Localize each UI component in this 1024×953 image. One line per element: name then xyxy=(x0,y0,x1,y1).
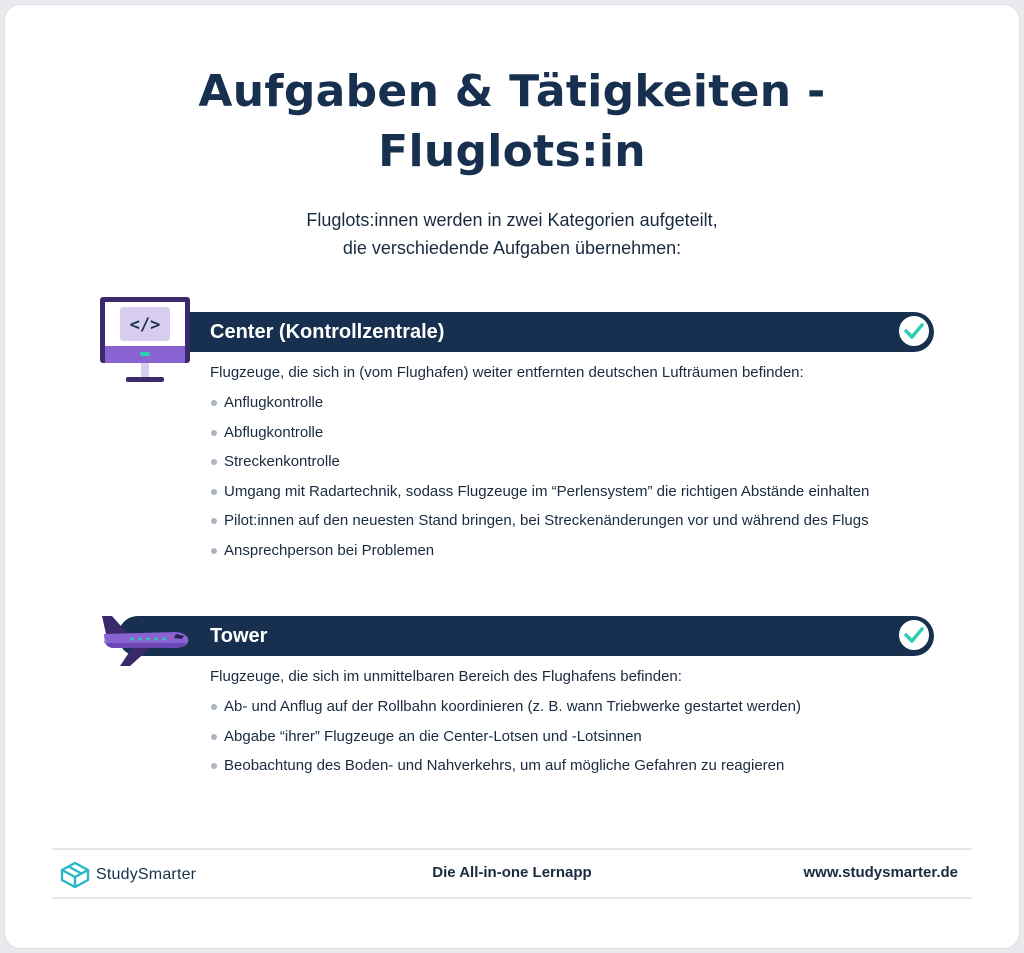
section-intro-tower: Flugzeuge, die sich im unmittelbaren Bereich des Flughafens befinden: xyxy=(210,668,682,685)
bullet-icon xyxy=(211,518,217,524)
task-list-center xyxy=(210,393,970,561)
logo-text: StudySmarter xyxy=(96,866,197,883)
list-item xyxy=(210,452,970,472)
list-item-text: Beobachtung des Boden- und Nahverkehrs, um auf mögliche Gefahren zu reagieren xyxy=(224,757,785,775)
list-item-text: Abgabe “ihrer” Flugzeuge an die Center-Lotsen und -Lotsinnen xyxy=(224,727,642,745)
bullet-icon xyxy=(211,400,217,406)
list-item xyxy=(210,697,970,717)
section-title-center: Center (Kontrollzentrale) xyxy=(210,321,445,343)
check-icon xyxy=(898,315,930,347)
list-item-text: Abflugkontrolle xyxy=(224,423,324,441)
list-item-text: Umgang mit Radartechnik, sodass Flugzeuge im “Perlensystem” die richtigen Abstände einhalten xyxy=(224,482,870,500)
subtitle-line-2: die verschiedende Aufgaben übernehmen: xyxy=(342,238,682,258)
list-item-text: Ansprechperson bei Problemen xyxy=(224,541,435,559)
list-item xyxy=(210,482,970,502)
check-icon xyxy=(898,619,930,651)
list-item-text: Anflugkontrolle xyxy=(224,394,324,411)
bullet-icon xyxy=(211,548,217,554)
bullet-icon xyxy=(211,734,217,740)
monitor-code-text: </> xyxy=(129,315,161,335)
section-body-tower xyxy=(210,667,970,786)
bullet-icon xyxy=(211,763,217,769)
footer-divider-bottom xyxy=(52,897,972,899)
footer xyxy=(52,850,972,898)
list-item-text: Streckenkontrolle xyxy=(224,453,340,471)
list-item xyxy=(210,541,970,561)
bullet-icon xyxy=(211,704,217,710)
bullet-icon xyxy=(211,459,217,465)
list-item-text: Pilot:innen auf den neuesten Stand bringen, bei Streckenänderungen vor und während des Flugs xyxy=(224,512,869,530)
list-item-text: Ab- und Anflug auf der Rollbahn koordinieren (z. B. wann Triebwerke gestartet werden) xyxy=(224,698,801,715)
section-title-tower: Tower xyxy=(210,625,268,647)
footer-tagline: Die All-in-one Lernapp xyxy=(432,864,592,881)
list-item xyxy=(210,393,970,413)
title-line-1: Aufgaben & Tätigkeiten - xyxy=(198,66,826,117)
section-header-center xyxy=(118,312,934,352)
section-header-tower xyxy=(118,616,934,656)
section-intro-center: Flugzeuge, die sich in (vom Flughafen) weiter entfernten deutschen Lufträumen befinden: xyxy=(210,364,804,381)
monitor-code-icon xyxy=(100,297,190,390)
title-line-2: Fluglots:in xyxy=(378,126,646,177)
task-list-tower xyxy=(210,697,970,776)
bullet-icon xyxy=(211,489,217,495)
list-item xyxy=(210,727,970,747)
airplane-icon xyxy=(98,612,190,675)
page-title xyxy=(0,62,1024,182)
page-subtitle xyxy=(0,206,1024,262)
list-item xyxy=(210,756,970,776)
bullet-icon xyxy=(211,430,217,436)
list-item xyxy=(210,511,970,531)
list-item xyxy=(210,423,970,443)
footer-website-link[interactable]: www.studysmarter.de xyxy=(803,864,958,881)
section-body-center xyxy=(210,363,970,571)
subtitle-line-1: Fluglots:innen werden in zwei Kategorien aufgeteilt, xyxy=(306,210,718,230)
